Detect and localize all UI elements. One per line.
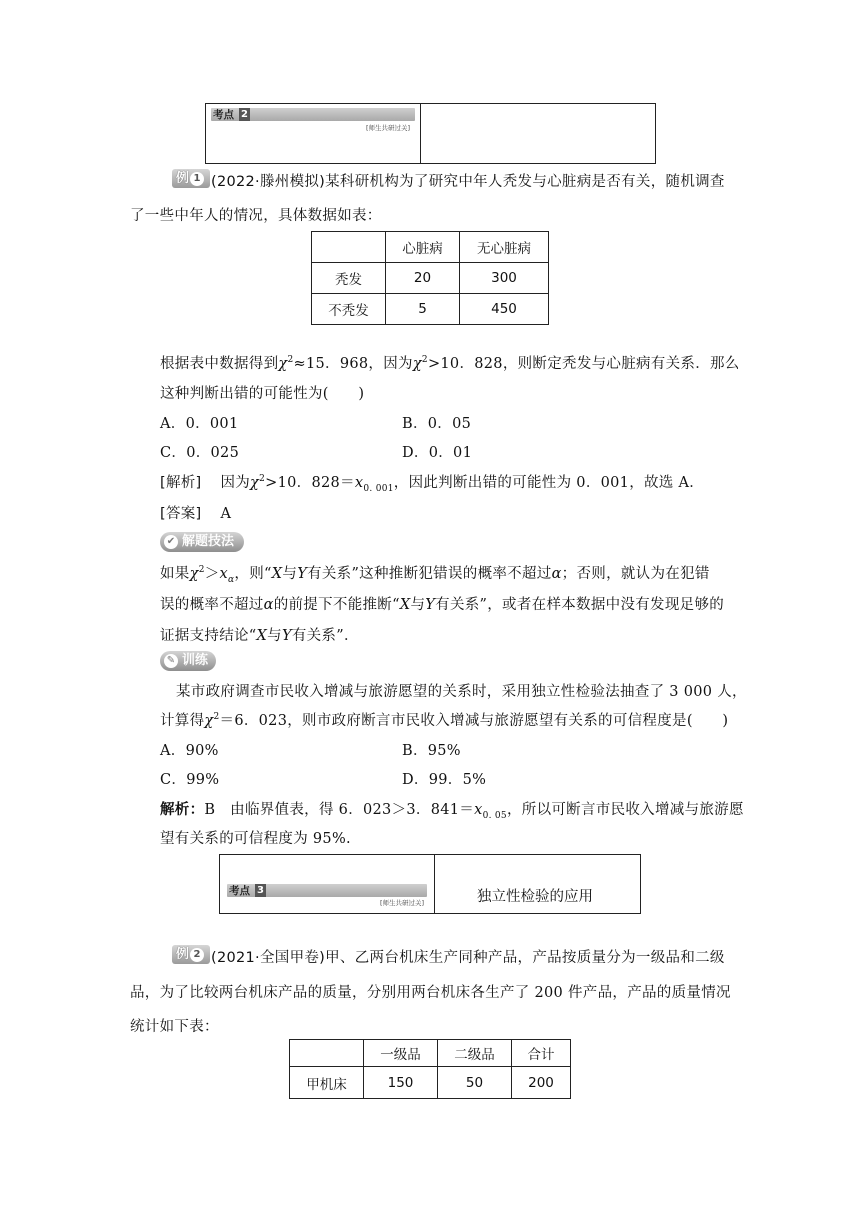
x-var: X bbox=[271, 566, 283, 582]
training-analysis-line-1 bbox=[160, 798, 744, 821]
x-symbol: x bbox=[354, 475, 364, 491]
table-cell bbox=[290, 1040, 364, 1067]
table-cell: 200 bbox=[512, 1067, 571, 1099]
text: ，则“ bbox=[234, 566, 272, 582]
method-pill bbox=[160, 532, 244, 552]
x-var: X bbox=[399, 597, 411, 613]
option-d: D．0．01 bbox=[402, 445, 473, 461]
answer-value: A bbox=[220, 506, 232, 522]
text: 与 bbox=[410, 597, 426, 613]
table-cell: 一级品 bbox=[364, 1040, 438, 1067]
table-cell: 50 bbox=[438, 1067, 512, 1099]
alpha-symbol: α bbox=[263, 597, 274, 613]
example-1-badge-number: 1 bbox=[190, 172, 204, 186]
text: 有关系”这种推断犯错误的概率不超过 bbox=[307, 566, 552, 582]
text: 误的概率不超过 bbox=[160, 597, 264, 613]
example-2-badge bbox=[172, 945, 210, 964]
example-2-source: (2021·全国甲卷) bbox=[211, 950, 326, 966]
text: 根据表中数据得到 bbox=[160, 356, 279, 372]
chi-symbol: χ bbox=[250, 475, 260, 491]
pencil-icon: ✎ bbox=[164, 654, 178, 668]
table-cell: 20 bbox=[386, 263, 460, 294]
y-var: Y bbox=[297, 566, 308, 582]
training-line-1: 某市政府调查市民收入增减与旅游愿望的关系时，采用独立性检验法抽查了 3 000 人， bbox=[176, 684, 747, 700]
example-2-table bbox=[289, 1039, 571, 1099]
kaodian-2-label: 考点 bbox=[213, 109, 234, 121]
x-symbol: x bbox=[474, 802, 483, 818]
example-1-table bbox=[311, 231, 549, 325]
option-b: B．0．05 bbox=[402, 416, 472, 432]
training-pill-label: 训练 bbox=[182, 653, 209, 668]
superscript: 2 bbox=[421, 355, 428, 366]
training-pill bbox=[160, 651, 216, 671]
example-1-question-line-2: 这种判断出错的可能性为( ) bbox=[160, 386, 365, 402]
option-c: C．0．025 bbox=[160, 445, 240, 461]
superscript: 2 bbox=[198, 565, 205, 576]
analysis-label: [解析] bbox=[160, 475, 202, 491]
chi-symbol: χ bbox=[189, 566, 199, 582]
kaodian-2-box bbox=[205, 103, 656, 164]
text: 有关系”． bbox=[291, 628, 359, 644]
table-cell: 不秃发 bbox=[312, 294, 386, 325]
method-line-2 bbox=[160, 593, 724, 614]
training-option-d: D．99．5% bbox=[402, 772, 487, 788]
example-1-analysis bbox=[160, 471, 704, 494]
table-cell bbox=[312, 232, 386, 263]
text: ，因此判断出错的可能性为 0．001，故选 A． bbox=[393, 475, 705, 491]
superscript: 2 bbox=[259, 474, 266, 485]
kaodian-3-label: 考点 bbox=[229, 885, 250, 897]
kaodian-3-title: 独立性检验的应用 bbox=[477, 889, 593, 905]
table-cell: 甲机床 bbox=[290, 1067, 364, 1099]
text: B 由临界值表，得 6．023＞3．841＝ bbox=[204, 802, 475, 818]
example-2-badge-number: 2 bbox=[190, 948, 204, 962]
y-var: Y bbox=[425, 597, 436, 613]
subscript: 0. 001 bbox=[363, 483, 394, 494]
example-1-line-1 bbox=[211, 170, 725, 191]
text: ，所以可断言市民收入增减与旅游愿 bbox=[506, 802, 744, 818]
subscript: 0. 05 bbox=[482, 810, 507, 821]
example-2-text-1: 甲、乙两台机床生产同种产品，产品按质量分为一级品和二级 bbox=[325, 950, 725, 966]
table-cell: 300 bbox=[460, 263, 549, 294]
training-option-c: C．99% bbox=[160, 772, 220, 788]
training-analysis-label: 解析： bbox=[160, 802, 205, 818]
table-row bbox=[290, 1067, 571, 1099]
kaodian-2-divider bbox=[420, 104, 421, 163]
chi-symbol: χ bbox=[204, 713, 214, 729]
example-1-question-line-1 bbox=[160, 352, 740, 373]
table-row bbox=[312, 263, 549, 294]
text: 与 bbox=[267, 628, 282, 644]
table-cell: 二级品 bbox=[438, 1040, 512, 1067]
text: ；否则，就认为在犯错 bbox=[561, 566, 710, 582]
method-line-1 bbox=[160, 562, 710, 585]
example-1-source: (2022·滕州模拟) bbox=[211, 174, 326, 190]
example-1-badge-label: 例 bbox=[176, 171, 190, 186]
kaodian-2-subtitle: [师生共研过关] bbox=[366, 124, 411, 132]
text: 因为 bbox=[220, 475, 251, 491]
method-line-3 bbox=[160, 624, 359, 645]
table-header-row bbox=[312, 232, 549, 263]
example-2-line-3: 统计如下表： bbox=[130, 1019, 219, 1035]
kaodian-2-bar bbox=[211, 108, 415, 121]
table-cell: 5 bbox=[386, 294, 460, 325]
kaodian-3-box bbox=[219, 854, 641, 914]
text: ＝6．023，则市政府断言市民收入增减与旅游愿望有关系的可信程度是( ) bbox=[219, 713, 729, 729]
table-header-row bbox=[290, 1040, 571, 1067]
table-cell: 秃发 bbox=[312, 263, 386, 294]
table-cell: 450 bbox=[460, 294, 549, 325]
kaodian-3-divider bbox=[434, 855, 435, 913]
text: ≈15．968，因为 bbox=[293, 356, 413, 372]
text: 有关系”，或者在样本数据中没有发现足够的 bbox=[435, 597, 725, 613]
example-1-line-2: 了一些中年人的情况，具体数据如表： bbox=[130, 208, 382, 224]
training-analysis-line-2: 望有关系的可信程度为 95%. bbox=[160, 831, 351, 847]
text: ＞ bbox=[204, 566, 220, 582]
y-var: Y bbox=[281, 628, 292, 644]
table-cell: 心脏病 bbox=[386, 232, 460, 263]
example-1-answer bbox=[160, 502, 231, 523]
kaodian-2-number: 2 bbox=[239, 108, 250, 121]
alpha-symbol: α bbox=[228, 574, 235, 585]
example-1-badge bbox=[172, 169, 210, 188]
option-a: A．0．001 bbox=[160, 416, 239, 432]
example-2-badge-label: 例 bbox=[176, 947, 190, 962]
superscript: 2 bbox=[287, 355, 294, 366]
table-row bbox=[312, 294, 549, 325]
training-line-2 bbox=[160, 709, 728, 730]
text: 如果 bbox=[160, 566, 190, 582]
x-symbol: x bbox=[219, 566, 229, 582]
example-1-text-1: 某科研机构为了研究中年人秃发与心脏病是否有关，随机调查 bbox=[325, 174, 725, 190]
kaodian-3-bar bbox=[227, 884, 427, 897]
kaodian-3-number: 3 bbox=[255, 884, 266, 897]
table-cell: 150 bbox=[364, 1067, 438, 1099]
answer-label: [答案] bbox=[160, 506, 202, 522]
example-2-line-2: 品，为了比较两台机床产品的质量，分别用两台机床各生产了 200 件产品，产品的质量情况 bbox=[130, 985, 731, 1001]
text: 与 bbox=[282, 566, 298, 582]
kaodian-3-subtitle: [师生共研过关] bbox=[380, 899, 425, 907]
text: 的前提下不能推断“ bbox=[273, 597, 400, 613]
method-pill-label: 解题技法 bbox=[182, 534, 235, 549]
training-option-b: B．95% bbox=[402, 743, 461, 759]
table-cell: 无心脏病 bbox=[460, 232, 549, 263]
x-var: X bbox=[256, 628, 268, 644]
text: >10．828＝ bbox=[265, 475, 355, 491]
chi-symbol: χ bbox=[278, 356, 288, 372]
example-2-line-1 bbox=[211, 946, 725, 967]
text: 证据支持结论“ bbox=[160, 628, 257, 644]
superscript: 2 bbox=[213, 712, 220, 723]
check-icon: ✔ bbox=[164, 535, 178, 549]
chi-symbol: χ bbox=[412, 356, 422, 372]
text: 计算得 bbox=[160, 713, 205, 729]
table-cell: 合计 bbox=[512, 1040, 571, 1067]
training-option-a: A．90% bbox=[160, 743, 219, 759]
text: >10．828，则断定秃发与心脏病有关系．那么 bbox=[427, 356, 740, 372]
alpha-symbol: α bbox=[551, 566, 562, 582]
